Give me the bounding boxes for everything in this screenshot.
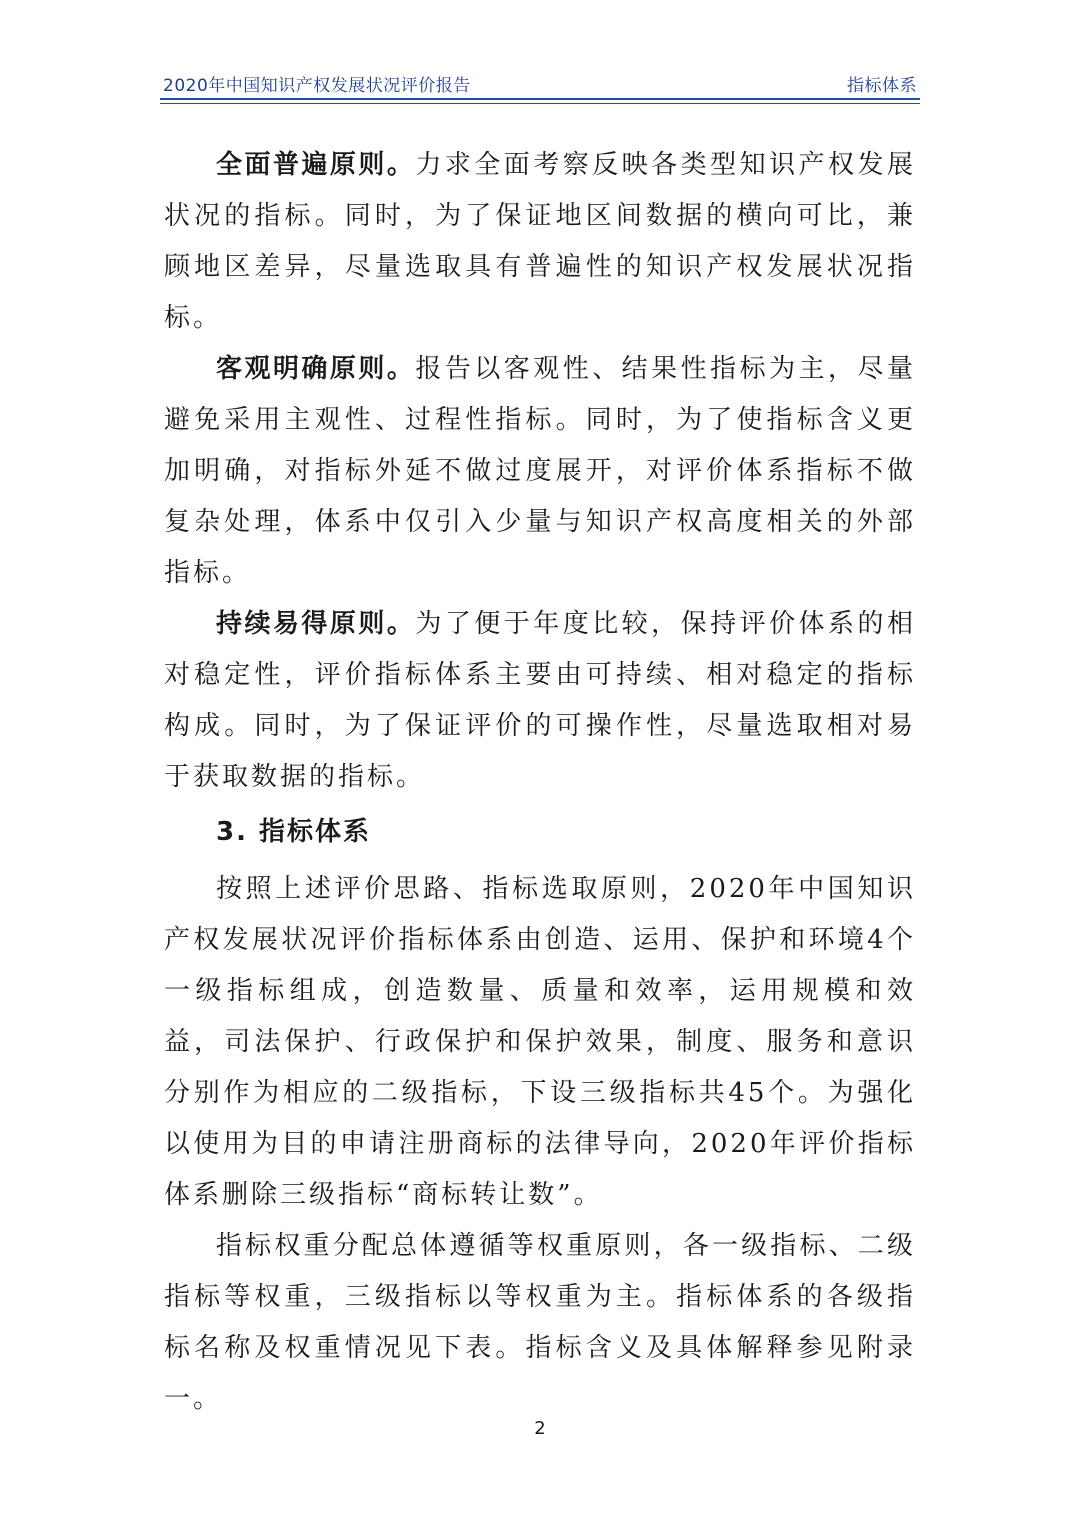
body-content — [164, 140, 916, 1425]
paragraph-index-system: 按照上述评价思路、指标选取原则，2020年中国知识产权发展状况评价指标体系由创造、运用、保护和环境4个一级指标组成，创造数量、质量和效率，运用规模和效益，司法保护、行政保护和保护效果，制度、服务和意识分别作为相应的二级指标，下设三级指标共45个。为强化以使用为目的申请注册商标的法律导向，2020年评价指标体系删除三级指标“商标转让数”。 — [164, 874, 916, 1210]
section-title: 指标体系 — [847, 76, 917, 96]
page-header — [163, 68, 917, 96]
paragraph-text: 报告以客观性、结果性指标为主，尽量避免采用主观性、过程性指标。同时，为了使指标含义更加明确，对指标外延不做过度展开，对评价体系指标不做复杂处理，体系中仅引入少量与知识产权高度相关的外部指标。 — [164, 354, 916, 588]
principle-lead: 客观明确原则。 — [216, 354, 416, 384]
paragraph-weights: 指标权重分配总体遵循等权重原则，各一级指标、二级指标等权重，三级指标以等权重为主。指标体系的各级指标名称及权重情况见下表。指标含义及具体解释参见附录一。 — [164, 1231, 916, 1414]
paragraph-text: 力求全面考察反映各类型知识产权发展状况的指标。同时，为了保证地区间数据的横向可比，兼顾地区差异，尽量选取具有普遍性的知识产权发展状况指标。 — [164, 150, 916, 333]
paragraph-sustainable-principle — [164, 599, 916, 803]
header-divider — [160, 98, 920, 104]
principle-lead: 持续易得原则。 — [216, 609, 416, 639]
paragraph-comprehensive-principle — [164, 140, 916, 344]
report-title: 2020年中国知识产权发展状况评价报告 — [163, 76, 471, 96]
paragraph-text: 为了便于年度比较，保持评价体系的相对稳定性，评价指标体系主要由可持续、相对稳定的指标构成。同时，为了保证评价的可操作性，尽量选取相对易于获取数据的指标。 — [164, 609, 916, 792]
section-heading: 3. 指标体系 — [216, 817, 372, 847]
paragraph-objective-principle — [164, 344, 916, 599]
principle-lead: 全面普遍原则。 — [216, 150, 416, 180]
page-number: 2 — [534, 1418, 546, 1439]
